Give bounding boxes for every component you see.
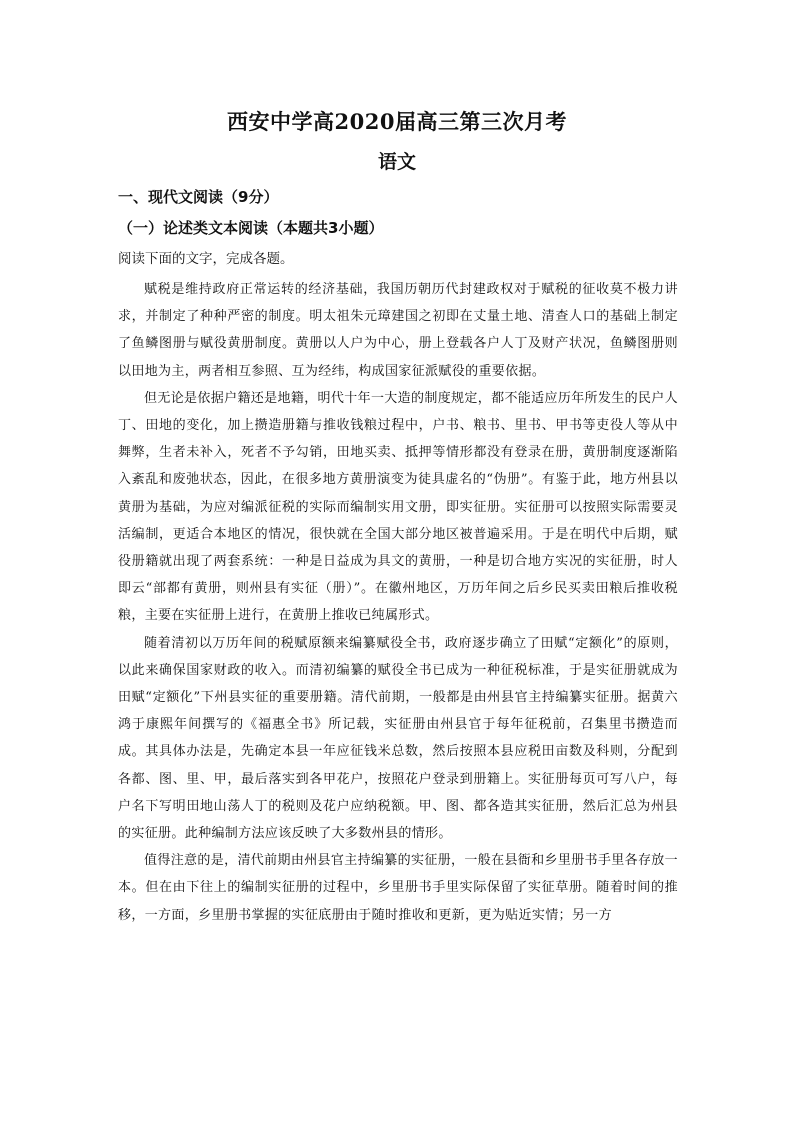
reading-passage [118, 276, 678, 929]
reading-instruction: 阅读下面的文字，完成各题。 [118, 251, 294, 267]
subject-title: 语文 [377, 151, 416, 173]
passage-paragraph: 值得注意的是，清代前期由州县官主持编纂的实征册，一般在县衙和乡里册书手里各存放一本。但在由下往上的编制实征册的过程中，乡里册书手里实际保留了实征草册。随着时间的推移，一方面，乡里册书掌握的实征底册由于随时推收和更新，更为贴近实情；另一方 [118, 853, 679, 923]
passage-paragraph: 但无论是依据户籍还是地籍，明代十年一大造的制度规定，都不能适应历年所发生的民户人丁、田地的变化，加上攒造册籍与推收钱粮过程中，户书、粮书、里书、甲书等吏役人等从中舞弊，生者未补入，死者不予勾销，田地买卖、抵押等情形都没有登录在册，黄册制度逐渐陷入紊乱和废弛状态，因此，在很多地方黄册演变为徒具虚名的“伪册”。有鉴于此，地方州县以黄册为基础，为应对编派征税的实际而编制实用文册，即实征册。实征册可以按照实际需要灵活编制，更适合本地区的情况，很快就在全国大部分地区被普遍采用。于是在明代中后期，赋役册籍就出现了两套系统：一种是日益成为具文的黄册，一种是切合地方实况的实征册，时人即云“部都有黄册，则州县有实征（册）”。在徽州地区，万历年间之后乡民买卖田粮后推收税粮，主要在实征册上进行，在黄册上推收已纯属形式。 [118, 390, 679, 624]
passage-paragraph: 赋税是维持政府正常运转的经济基础，我国历朝历代封建政权对于赋税的征收莫不极力讲求，并制定了种种严密的制度。明太祖朱元璋建国之初即在丈量土地、清查人口的基础上制定了鱼鳞图册与赋役黄册制度。黄册以人户为中心，册上登载各户人丁及财产状况，鱼鳞图册则以田地为主，两者相互参照、互为经纬，构成国家征派赋役的重要依据。 [118, 282, 678, 379]
passage-paragraph: 随着清初以万历年间的税赋原额来编纂赋役全书，政府逐步确立了田赋“定额化”的原则，以此来确保国家财政的收入。而清初编纂的赋役全书已成为一种征税标准，于是实征册就成为田赋“定额化”下州县实征的重要册籍。清代前期，一般都是由州县官主持编纂实征册。据黄六鸿于康熙年间撰写的《福惠全书》所记载，实征册由州县官于每年征税前，召集里书攒造而成。其具体办法是，先确定本县一年应征钱米总数，然后按照本县应税田亩数及科则，分配到各都、图、里、甲，最后落实到各甲花户，按照花户登录到册籍上。实征册每页可写八户，每户名下写明田地山荡人丁的税则及花户应纳税额。甲、图、都各造其实征册，然后汇总为州县的实征册。此种编制方法应该反映了大多数州县的情形。 [118, 635, 678, 842]
section-heading: 一、现代文阅读（9分） [118, 188, 279, 206]
document-title: 西安中学高2020届高三第三次月考 [227, 109, 567, 134]
subsection-heading: （一）论述类文本阅读（本题共3小题） [118, 219, 384, 237]
